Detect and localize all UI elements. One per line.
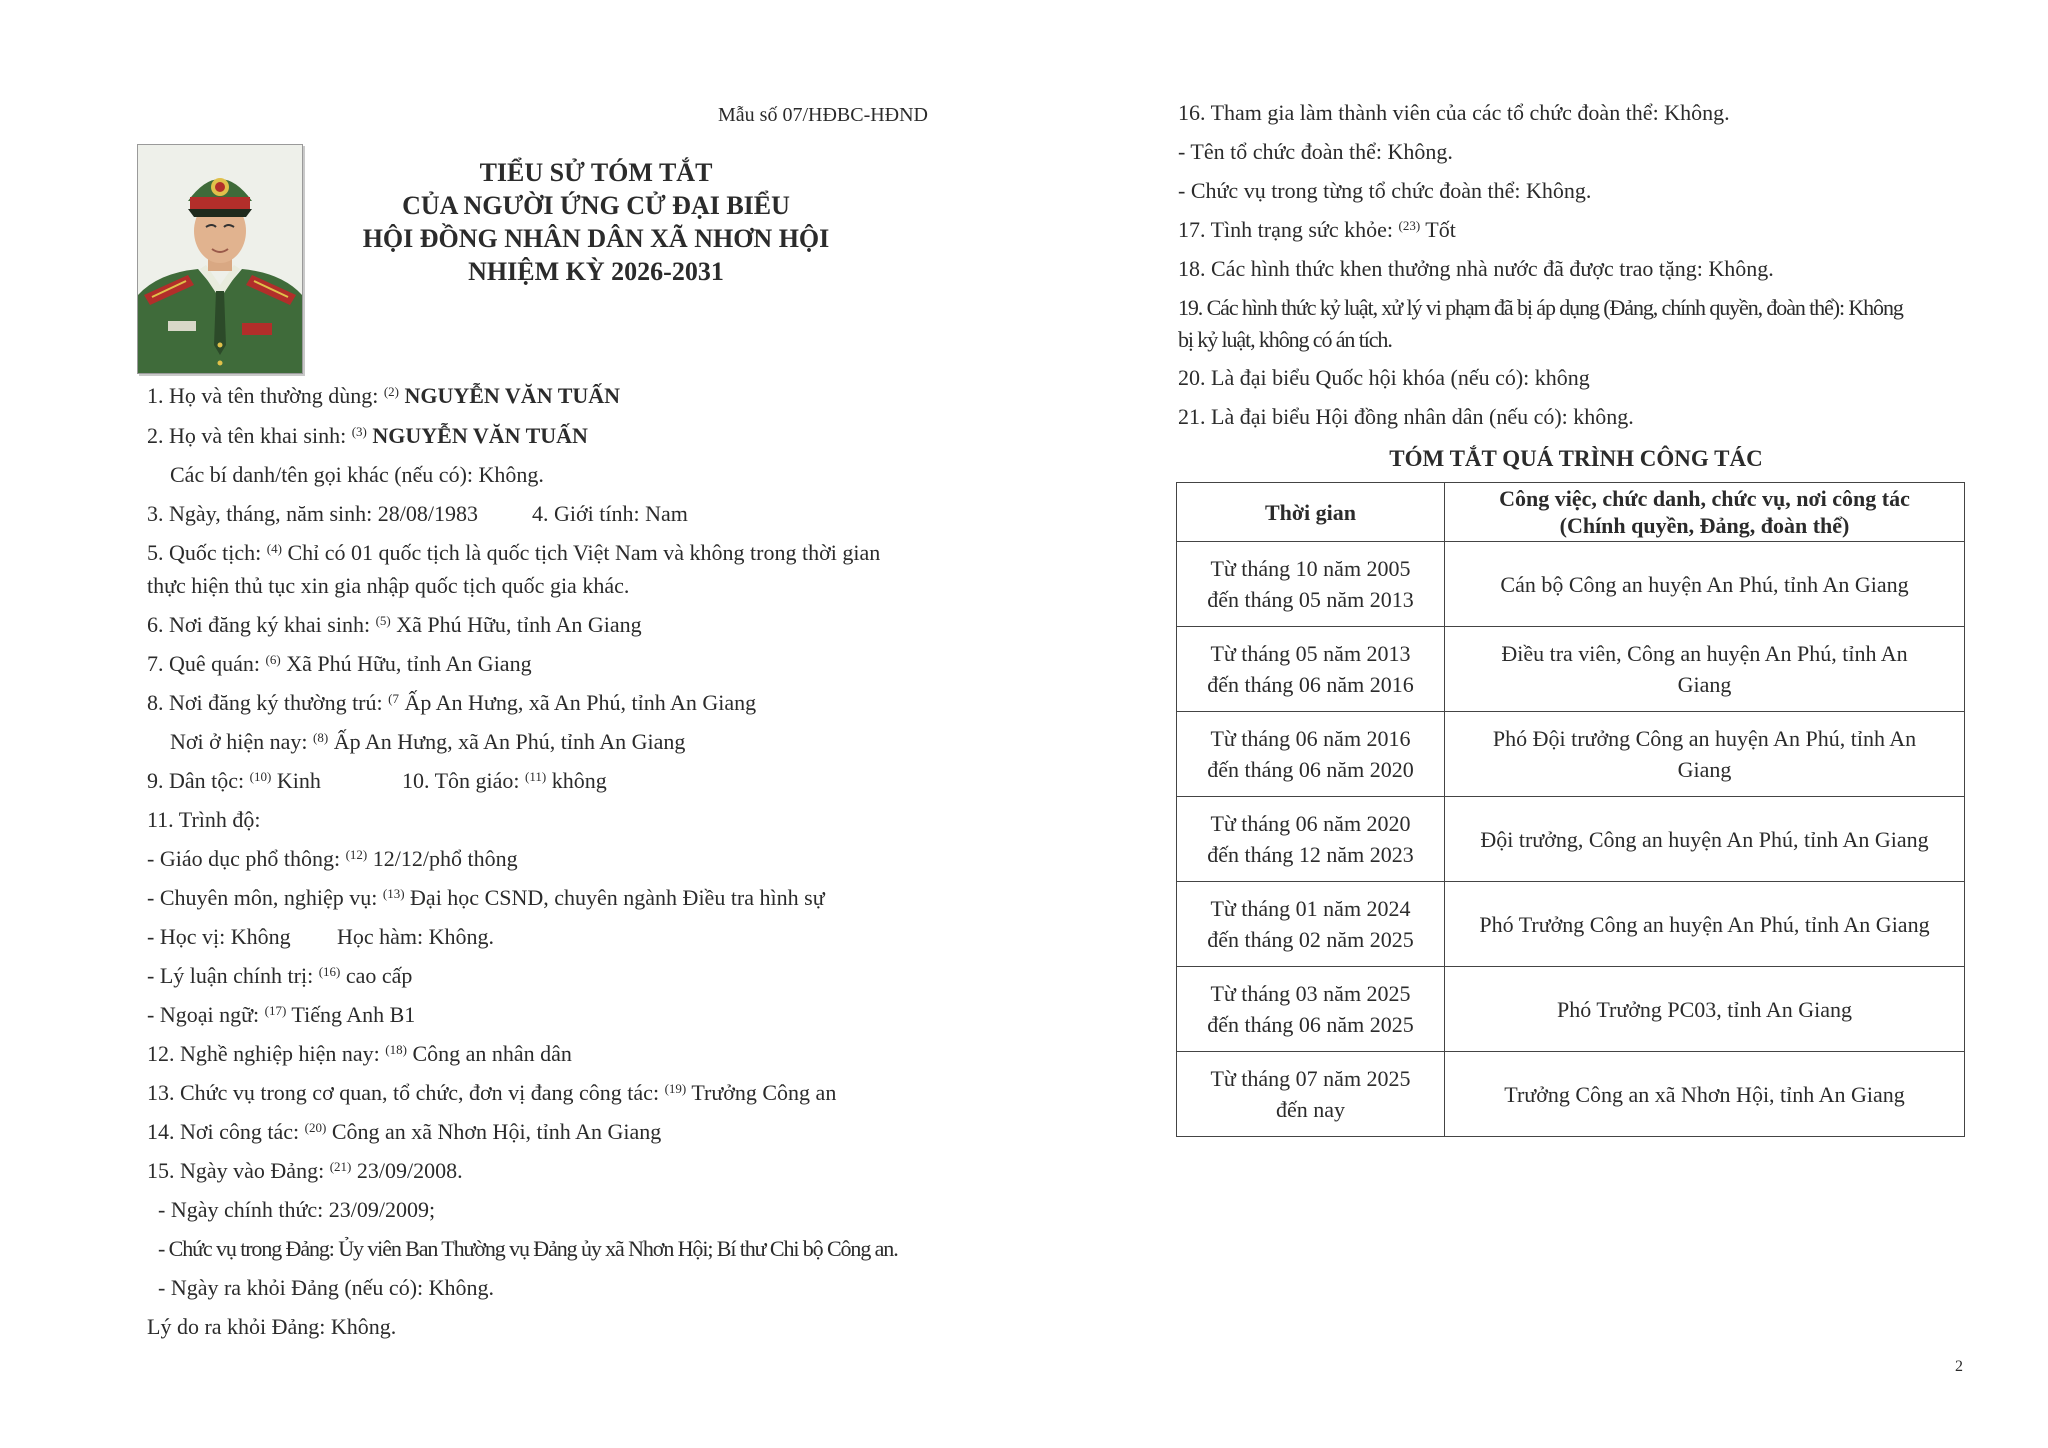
field-value: cao cấp — [340, 963, 413, 988]
field-label: 2. Họ và tên khai sinh: — [147, 423, 352, 448]
table-row — [1177, 797, 1965, 882]
portrait-photo-image — [138, 145, 302, 373]
page-number: 2 — [1955, 1358, 1963, 1375]
field-hometown — [147, 649, 532, 679]
cell-time — [1177, 797, 1445, 882]
field-peoples-council: 21. Là đại biểu Hội đồng nhân dân (nếu có): không. — [1178, 404, 1634, 429]
field-value: NGUYỄN VĂN TUẤN — [398, 383, 621, 408]
field-label: - Lý luận chính trị: — [147, 963, 319, 988]
cell-line: Từ tháng 03 năm 2025 — [1210, 981, 1411, 1006]
field-value: NGUYỄN VĂN TUẤN — [366, 423, 588, 448]
field-label: 14. Nơi công tác: — [147, 1119, 305, 1144]
field-label: 15. Ngày vào Đảng: — [147, 1158, 330, 1183]
table-row — [1177, 967, 1965, 1052]
cell-job — [1445, 712, 1965, 797]
footnote-ref: (2) — [383, 384, 399, 399]
field-birth-registration — [147, 610, 642, 640]
cell-line: Từ tháng 05 năm 2013 — [1210, 641, 1411, 666]
field-occupation — [147, 1039, 572, 1069]
footnote-ref: (20) — [304, 1120, 327, 1135]
table-row — [1177, 712, 1965, 797]
field-value: Tiếng Anh B1 — [286, 1002, 416, 1027]
footnote-ref: (3) — [351, 424, 367, 439]
table-header-row — [1177, 483, 1965, 542]
field-nationality-cont: thực hiện thủ tục xin gia nhập quốc tịch quốc gia khác. — [147, 573, 630, 598]
cell-line: Từ tháng 06 năm 2020 — [1210, 811, 1411, 836]
field-education-heading: 11. Trình độ: — [147, 807, 261, 832]
field-value: Xã Phú Hữu, tỉnh An Giang — [280, 651, 532, 676]
document-title — [318, 156, 874, 288]
portrait-photo — [137, 144, 303, 374]
cell-line: Giang — [1677, 672, 1732, 697]
cell-line: Cán bộ Công an huyện An Phú, tỉnh An Giang — [1500, 571, 1909, 597]
title-line: NHIỆM KỲ 2026-2031 — [468, 257, 724, 286]
field-alias: Các bí danh/tên gọi khác (nếu có): Không. — [170, 462, 544, 487]
field-label: 12. Nghề nghiệp hiện nay: — [147, 1041, 386, 1066]
field-party-leave-date: - Ngày ra khỏi Đảng (nếu có): Không. — [158, 1275, 495, 1300]
cell-job — [1445, 1052, 1965, 1137]
footnote-ref: (19) — [664, 1081, 687, 1096]
field-permanent-residence — [147, 688, 756, 718]
field-value: Trưởng Công an — [686, 1080, 837, 1105]
field-value: Kinh — [271, 768, 321, 793]
footnote-ref: (12) — [345, 847, 368, 862]
cell-time — [1177, 967, 1445, 1052]
form-code: Mẫu số 07/HĐBC-HĐND — [718, 104, 928, 126]
cell-job — [1445, 967, 1965, 1052]
field-organization-name: - Tên tổ chức đoàn thể: Không. — [1178, 139, 1453, 164]
table-row — [1177, 1052, 1965, 1137]
footnote-ref: (18) — [385, 1042, 407, 1057]
cell-line: Phó Trưởng Công an huyện An Phú, tỉnh An Giang — [1479, 911, 1930, 937]
field-value: Công an xã Nhơn Hội, tỉnh An Giang — [326, 1119, 662, 1144]
field-organization-membership: 16. Tham gia làm thành viên của các tổ chức đoàn thể: Không. — [1178, 100, 1730, 125]
field-common-name — [147, 381, 620, 411]
field-position — [147, 1078, 836, 1108]
footnote-ref: (11) — [525, 769, 547, 784]
table-row — [1177, 882, 1965, 967]
title-line: CỦA NGƯỜI ỨNG CỬ ĐẠI BIỂU — [402, 191, 790, 220]
cell-line: đến tháng 06 năm 2016 — [1207, 672, 1414, 697]
cell-job — [1445, 627, 1965, 712]
header-job-line: (Chính quyền, Đảng, đoàn thể) — [1559, 513, 1850, 538]
field-birth-name — [147, 421, 588, 451]
field-value: 12/12/phổ thông — [367, 846, 518, 871]
field-discipline-cont: bị kỷ luật, không có án tích. — [1178, 327, 1392, 352]
footnote-ref: (13) — [382, 886, 405, 901]
title-line: TIỂU SỬ TÓM TẮT — [479, 158, 713, 187]
cell-line: Phó Đội trưởng Công an huyện An Phú, tỉnh An — [1492, 726, 1917, 751]
field-ethnicity — [147, 766, 321, 796]
footnote-ref: (10) — [249, 769, 272, 784]
work-history-table — [1176, 482, 1965, 1137]
cell-line: Từ tháng 10 năm 2005 — [1210, 556, 1411, 581]
field-label: - Giáo dục phổ thông: — [147, 846, 346, 871]
footnote-ref: (7 — [388, 691, 399, 706]
field-label: 8. Nơi đăng ký thường trú: — [147, 690, 389, 715]
field-label: Nơi ở hiện nay: — [170, 729, 314, 754]
footnote-ref: (21) — [329, 1159, 352, 1174]
cell-job — [1445, 882, 1965, 967]
field-health — [1178, 215, 1456, 245]
field-label: 5. Quốc tịch: — [147, 540, 267, 565]
table-row — [1177, 627, 1965, 712]
table-row — [1177, 542, 1965, 627]
field-label: 13. Chức vụ trong cơ quan, tổ chức, đơn vị đang công tác: — [147, 1080, 665, 1105]
field-academic-title: Học hàm: Không. — [337, 924, 495, 949]
cell-line: Điều tra viên, Công an huyện An Phú, tỉnh An — [1501, 641, 1908, 666]
cell-line: đến tháng 12 năm 2023 — [1207, 842, 1414, 867]
field-value: không — [546, 768, 607, 793]
field-degree: - Học vị: Không — [147, 924, 291, 949]
field-value: Chỉ có 01 quốc tịch là quốc tịch Việt Nam và không trong thời gian — [281, 540, 881, 565]
cell-time — [1177, 627, 1445, 712]
field-awards: 18. Các hình thức khen thưởng nhà nước đã được trao tặng: Không. — [1178, 256, 1774, 281]
header-job-line: Công việc, chức danh, chức vụ, nơi công tác — [1499, 486, 1910, 511]
field-birth-date: 3. Ngày, tháng, năm sinh: 28/08/1983 — [147, 501, 478, 526]
cell-time — [1177, 1052, 1445, 1137]
field-value: Tốt — [1420, 217, 1456, 242]
footnote-ref: (6) — [265, 652, 281, 667]
field-label: 6. Nơi đăng ký khai sinh: — [147, 612, 376, 637]
cell-line: đến tháng 06 năm 2020 — [1207, 757, 1414, 782]
field-specialization — [147, 883, 825, 913]
cell-line: Đội trưởng, Công an huyện An Phú, tỉnh An Giang — [1480, 826, 1929, 852]
footnote-ref: (5) — [375, 613, 391, 628]
field-label: - Chuyên môn, nghiệp vụ: — [147, 885, 383, 910]
cell-line: Từ tháng 06 năm 2016 — [1210, 726, 1411, 751]
field-foreign-language — [147, 1000, 415, 1030]
field-discipline: 19. Các hình thức kỷ luật, xử lý vi phạm đã bị áp dụng (Đảng, chính quyền, đoàn thể): Không — [1178, 295, 1903, 320]
cell-job — [1445, 797, 1965, 882]
cell-line: đến tháng 06 năm 2025 — [1207, 1012, 1414, 1037]
field-current-residence — [170, 727, 685, 757]
field-label: 1. Họ và tên thường dùng: — [147, 383, 384, 408]
field-political-theory — [147, 961, 412, 991]
field-value: 23/09/2008. — [351, 1158, 463, 1183]
header-time: Thời gian — [1177, 483, 1445, 542]
field-label: 17. Tình trạng sức khỏe: — [1178, 217, 1399, 242]
field-national-assembly: 20. Là đại biểu Quốc hội khóa (nếu có): không — [1178, 365, 1590, 390]
cell-time — [1177, 882, 1445, 967]
field-gender: 4. Giới tính: Nam — [532, 501, 688, 526]
field-nationality — [147, 538, 880, 568]
field-general-education — [147, 844, 518, 874]
field-workplace — [147, 1117, 661, 1147]
footnote-ref: (17) — [264, 1003, 287, 1018]
title-line: HỘI ĐỒNG NHÂN DÂN XÃ NHƠN HỘI — [362, 224, 830, 253]
field-value: Công an nhân dân — [406, 1041, 572, 1066]
field-label: - Ngoại ngữ: — [147, 1002, 265, 1027]
cell-line: đến tháng 02 năm 2025 — [1207, 927, 1414, 952]
footnote-ref: (4) — [266, 541, 282, 556]
field-value: Ấp An Hưng, xã An Phú, tỉnh An Giang — [398, 690, 757, 715]
field-official-date: - Ngày chính thức: 23/09/2009; — [158, 1197, 436, 1222]
field-party-position: - Chức vụ trong Đảng: Ủy viên Ban Thường vụ Đảng ủy xã Nhơn Hội; Bí thư Chi bộ Công an. — [158, 1236, 898, 1261]
field-religion — [402, 766, 607, 796]
cell-line: đến nay — [1275, 1097, 1346, 1122]
header-job — [1445, 483, 1965, 542]
work-history-title: TÓM TẮT QUÁ TRÌNH CÔNG TÁC — [1389, 446, 1763, 471]
cell-time — [1177, 712, 1445, 797]
cell-line: Từ tháng 07 năm 2025 — [1210, 1066, 1411, 1091]
field-organization-role: - Chức vụ trong từng tổ chức đoàn thể: Không. — [1178, 178, 1592, 203]
cell-line: Trưởng Công an xã Nhơn Hội, tỉnh An Giang — [1504, 1081, 1905, 1107]
field-value: Đại học CSND, chuyên ngành Điều tra hình sự — [404, 885, 825, 910]
cell-line: Giang — [1677, 757, 1732, 782]
footnote-ref: (8) — [313, 730, 329, 745]
field-label: 7. Quê quán: — [147, 651, 266, 676]
footnote-ref: (23) — [1398, 218, 1421, 233]
footnote-ref: (16) — [318, 964, 341, 979]
field-label: 10. Tôn giáo: — [402, 768, 526, 793]
cell-job — [1445, 542, 1965, 627]
cell-time — [1177, 542, 1445, 627]
field-label: 9. Dân tộc: — [147, 768, 250, 793]
cell-line: Từ tháng 01 năm 2024 — [1210, 896, 1411, 921]
field-party-join-date — [147, 1156, 463, 1186]
field-party-leave-reason: Lý do ra khỏi Đảng: Không. — [147, 1314, 397, 1339]
cell-line: Phó Trưởng PC03, tỉnh An Giang — [1557, 996, 1852, 1022]
field-value: Xã Phú Hữu, tỉnh An Giang — [390, 612, 642, 637]
cell-line: đến tháng 05 năm 2013 — [1207, 587, 1414, 612]
field-value: Ấp An Hưng, xã An Phú, tỉnh An Giang — [328, 729, 686, 754]
